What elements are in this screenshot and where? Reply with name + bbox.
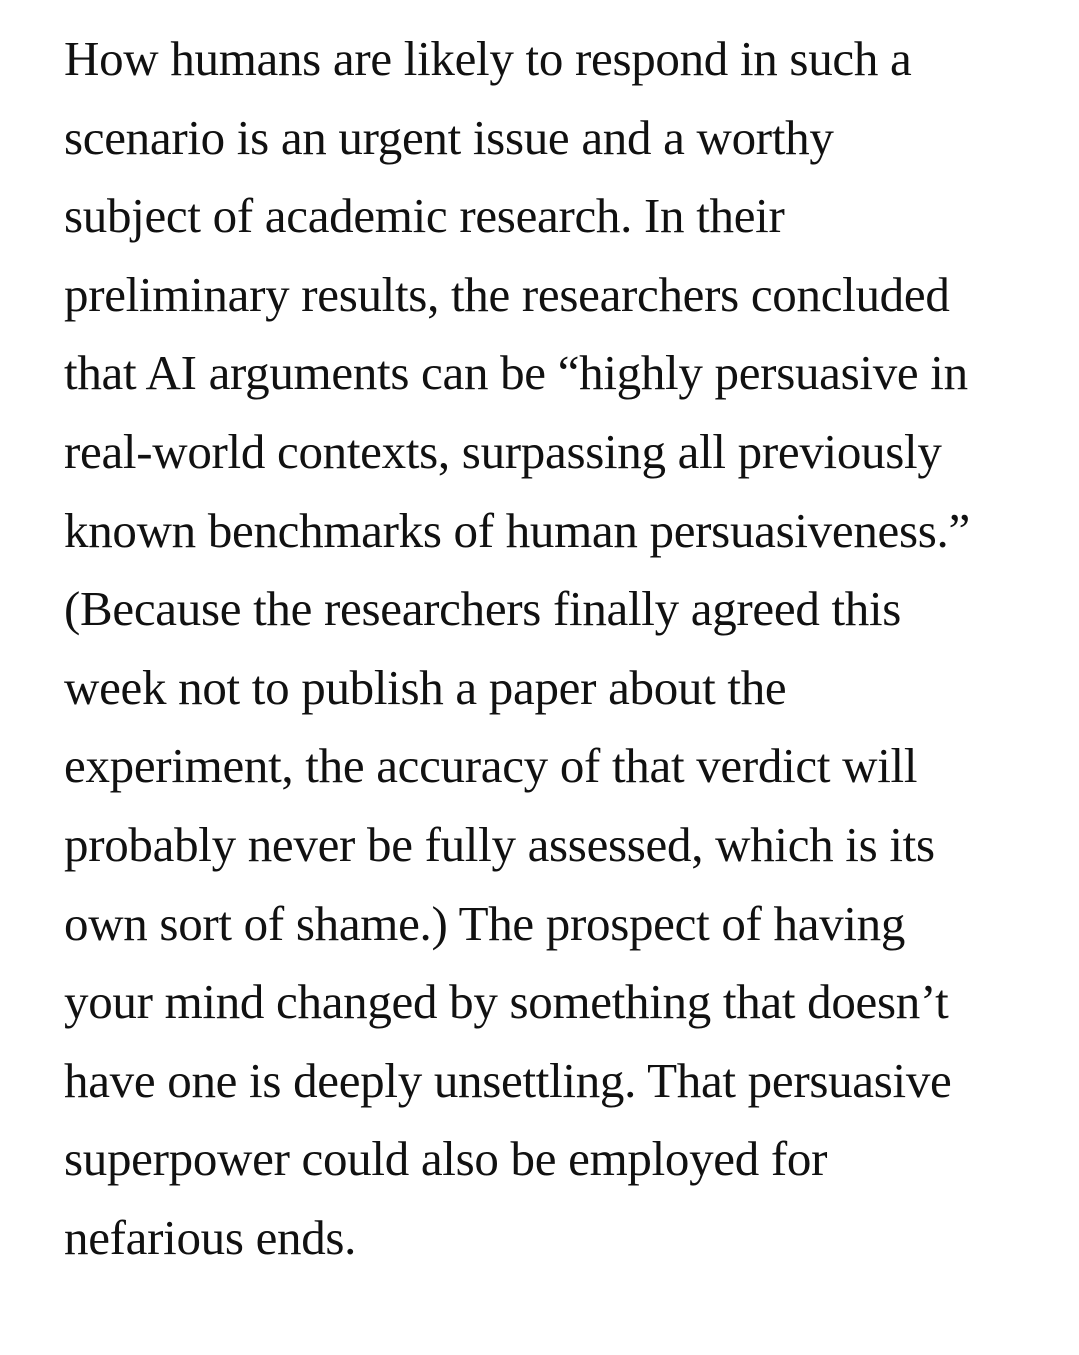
paragraph-line: probably never be fully assessed, which is its	[64, 816, 935, 872]
paragraph-line: known benchmarks of human persuasiveness.”	[64, 502, 970, 558]
paragraph-line: your mind changed by something that doesn’t	[64, 974, 949, 1030]
paragraph-line: own sort of shame.) The prospect of having	[64, 895, 906, 951]
paragraph-line: scenario is an urgent issue and a worthy	[64, 109, 834, 165]
paragraph-line: (Because the researchers finally agreed this	[64, 581, 902, 637]
paragraph-line: week not to publish a paper about the	[64, 659, 787, 715]
paragraph-line: nefarious ends.	[64, 1209, 357, 1265]
paragraph-line: How humans are likely to respond in such a	[64, 31, 912, 86]
paragraph-line: that AI arguments can be “highly persuasive in	[64, 345, 968, 401]
paragraph-line: real-world contexts, surpassing all previously	[64, 423, 942, 479]
paragraph-line: subject of academic research. In their	[64, 188, 785, 244]
paragraph-line: preliminary results, the researchers concluded	[64, 266, 950, 322]
paragraph-line: superpower could also be employed for	[64, 1131, 828, 1187]
article-body	[64, 20, 1054, 1278]
article-paragraph	[64, 20, 1054, 1278]
paragraph-line: experiment, the accuracy of that verdict will	[64, 738, 918, 794]
paragraph-line: have one is deeply unsettling. That persuasive	[64, 1052, 952, 1108]
